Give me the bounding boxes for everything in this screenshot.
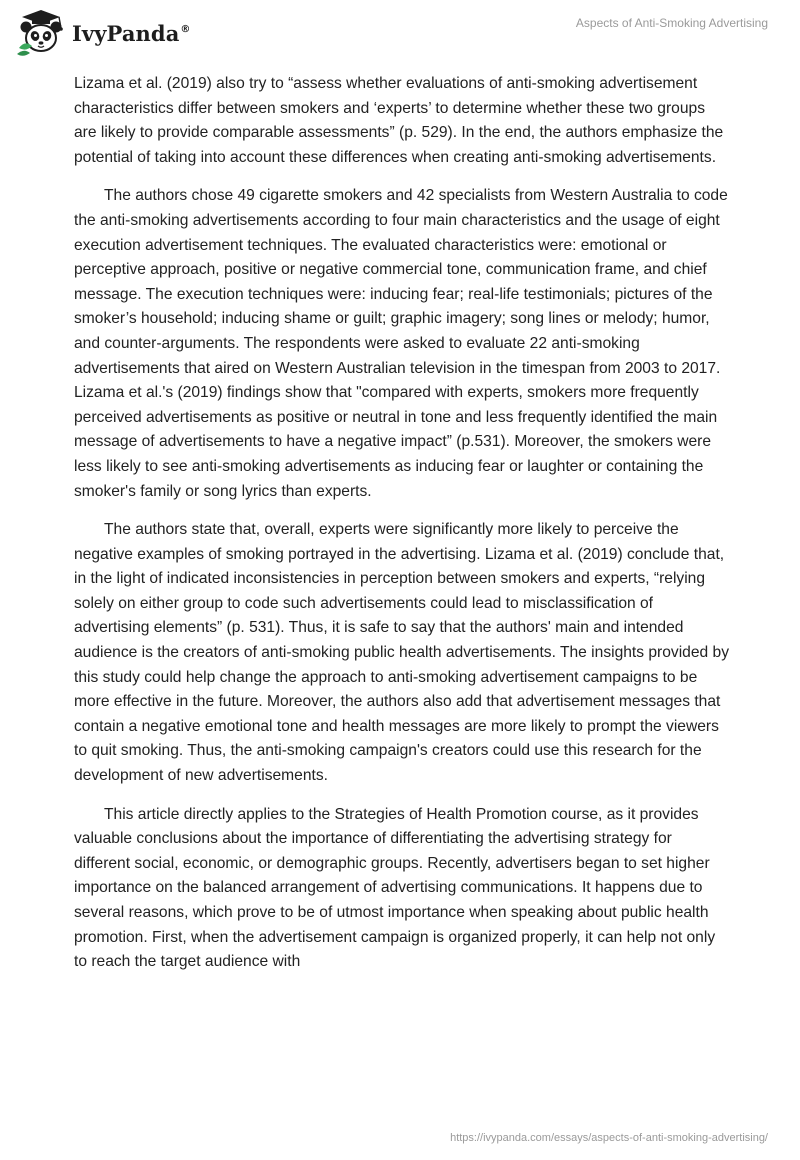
paragraph-4: This article directly applies to the Strategies of Health Promotion course, as it provides valuable conclusions about the importance of differentiating the advertising strategy for different social, economic, or demographic groups. Recently, advertisers began to set higher importance on the balanced arrangement of advertising communications. It happens due to several reasons, which prove to be of utmost importance when speaking about public health promotion. First, when the advertisement campaign is organized properly, it can help not only to reach the target audience with (74, 805, 716, 971)
document-title: Aspects of Anti-Smoking Advertising (575, 16, 768, 30)
paragraph-3: The authors state that, overall, experts were significantly more likely to perceive the negative examples of smoking portrayed in the advertising. Lizama et al. (2019) conclude that, in the light of indicated inconsistencies in perception between smokers and experts, “relying solely on either group to code such advertisements could lead to misclassification of advertising elements” (p. 531). Thus, it is safe to say that the authors' main and intended audience is the creators of anti-smoking public health advertisements. The insights provided by this study could help change the approach to anti-smoking advertisement campaigns to be more effective in the future. Moreover, the authors also add that advertisement messages that contain a negative emotional tone and health messages are more likely to prompt the viewers to quit smoking. Thus, the anti-smoking campaign's creators could use this research for the development of new advertisements. (74, 521, 730, 785)
paragraph-2: The authors chose 49 cigarette smokers and 42 specialists from Western Australia to code the anti-smoking advertisements according to four main characteristics and the usage of eight execution advertisement techniques. The evaluated characteristics were: emotional or perceptive approach, positive or negative commercial tone, communication frame, and chief message. The execution techniques were: inducing fear; real-life testimonials; pictures of the smoker’s household; inducing shame or guilt; graphic imagery; song lines or melody; humor, and counter-arguments. The respondents were asked to evaluate 22 anti-smoking advertisements that aired on Western Australian television in the timespan from 2003 to 2017. Lizama et al.'s (2019) findings show that "compared with experts, smokers more frequently perceived advertisements as positive or neutral in tone and less frequently identified the main message of advertisements to have a negative impact” (p.531). Moreover, the smokers were less likely to see anti-smoking advertisements as inducing fear or laughter or containing the smoker's family or song lyrics than experts. (74, 187, 728, 500)
paragraph-1: Lizama et al. (2019) also try to “assess whether evaluations of anti-smoking advertisement characteristics differ between smokers and ‘experts’ to determine whether these two groups are likely to provide comparable assessments” (p. 529). In the end, the authors emphasize the potential of taking into account these differences when creating anti-smoking advertisements. (74, 75, 724, 166)
panda-mascot-icon (16, 8, 66, 56)
essay-body (74, 72, 730, 989)
source-url[interactable]: https://ivypanda.com/essays/aspects-of-anti-smoking-advertising/ (450, 1132, 768, 1144)
page-header (0, 0, 800, 64)
registered-mark: ® (180, 23, 191, 35)
ivypanda-logo[interactable] (16, 8, 191, 56)
brand-name (72, 21, 191, 46)
brand-name-text: IvyPanda (72, 20, 180, 46)
